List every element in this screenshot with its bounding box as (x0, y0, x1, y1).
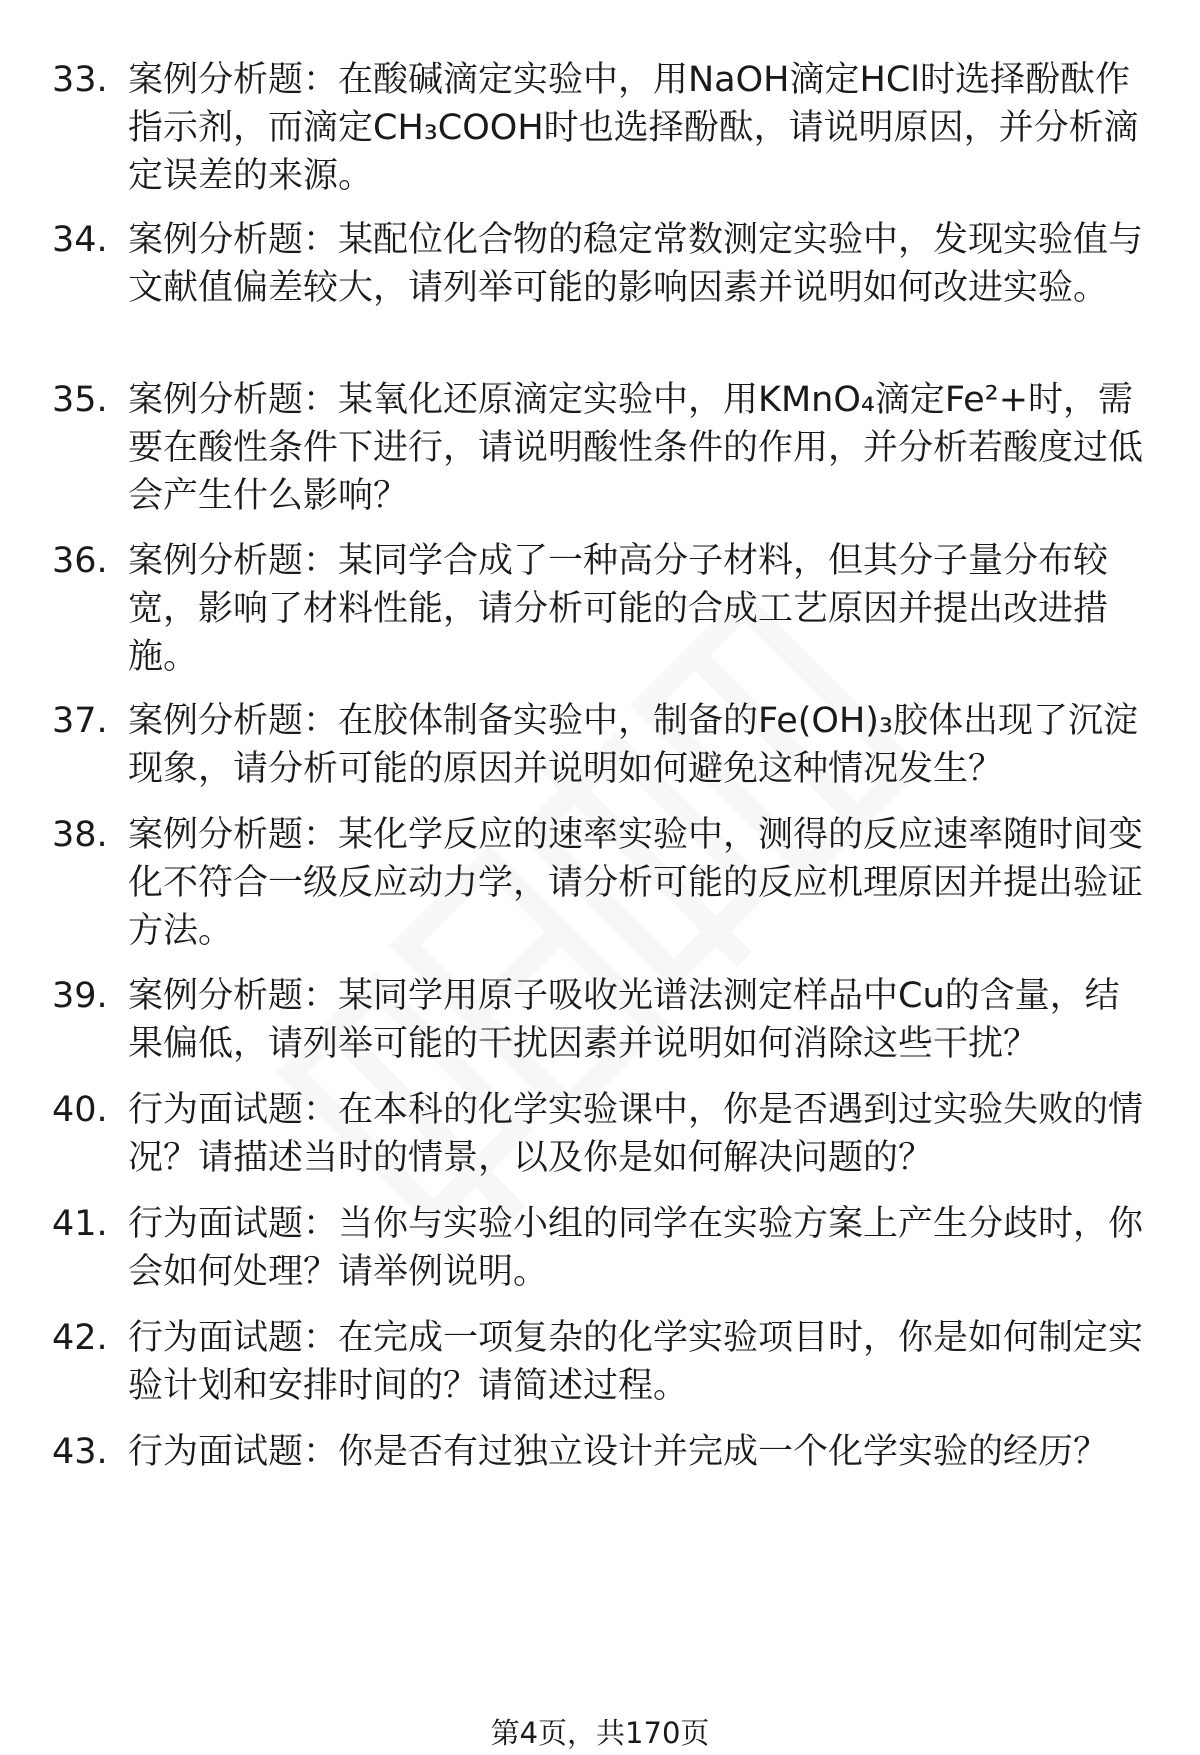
question-text: 案例分析题：某同学合成了一种高分子材料，但其分子量分布较宽，影响了材料性能，请分析可能的合成工艺原因并提出改进措施。 (128, 541, 1109, 677)
question-text: 行为面试题：你是否有过独立设计并完成一个化学实验的经历？ (128, 1432, 1109, 1472)
question-number: 41. (52, 1204, 108, 1244)
question-number: 34. (52, 220, 108, 260)
question-item (52, 811, 1162, 955)
question-text: 案例分析题：某同学用原子吸收光谱法测定样品中Cu的含量，结果偏低，请列举可能的干扰因素并说明如何消除这些干扰？ (128, 976, 1120, 1064)
question-item (52, 1314, 1162, 1410)
question-text: 案例分析题：某配位化合物的稳定常数测定实验中，发现实验值与文献值偏差较大，请列举可能的影响因素并说明如何改进实验。 (128, 220, 1144, 308)
question-text: 行为面试题：在本科的化学实验课中，你是否遇到过实验失败的情况？请描述当时的情景，以及你是如何解决问题的？ (128, 1090, 1144, 1178)
question-number: 35. (52, 380, 108, 420)
question-item (52, 972, 1162, 1068)
question-item (52, 1200, 1162, 1296)
question-item (52, 1086, 1162, 1182)
question-number: 43. (52, 1432, 108, 1472)
question-text: 行为面试题：在完成一项复杂的化学实验项目时，你是如何制定实验计划和安排时间的？请简述过程。 (128, 1318, 1144, 1406)
question-number: 38. (52, 815, 108, 855)
question-item (52, 216, 1162, 312)
question-number: 40. (52, 1090, 108, 1130)
question-text: 行为面试题：当你与实验小组的同学在实验方案上产生分歧时，你会如何处理？请举例说明。 (128, 1204, 1144, 1292)
question-text: 案例分析题：在胶体制备实验中，制备的Fe(OH)₃胶体出现了沉淀现象，请分析可能的原因并说明如何避免这种情况发生？ (128, 701, 1138, 789)
question-text: 案例分析题：在酸碱滴定实验中，用NaOH滴定HCl时选择酚酞作指示剂，而滴定CH₃COOH时也选择酚酞，请说明原因，并分析滴定误差的来源。 (128, 60, 1139, 196)
question-number: 42. (52, 1318, 108, 1358)
question-text: 案例分析题：某氧化还原滴定实验中，用KMnO₄滴定Fe²+时，需要在酸性条件下进行，请说明酸性条件的作用，并分析若酸度过低会产生什么影响？ (128, 380, 1144, 516)
question-item (52, 537, 1162, 681)
page-number-footer: 第4页，共170页 (490, 1716, 710, 1750)
question-item (52, 376, 1162, 520)
question-item (52, 697, 1162, 793)
question-item (52, 56, 1162, 200)
question-item (52, 1428, 1162, 1476)
question-number: 36. (52, 541, 108, 581)
question-number: 33. (52, 60, 108, 100)
question-number: 39. (52, 976, 108, 1016)
question-number: 37. (52, 701, 108, 741)
question-text: 案例分析题：某化学反应的速率实验中，测得的反应速率随时间变化不符合一级反应动力学，请分析可能的反应机理原因并提出验证方法。 (128, 815, 1144, 951)
